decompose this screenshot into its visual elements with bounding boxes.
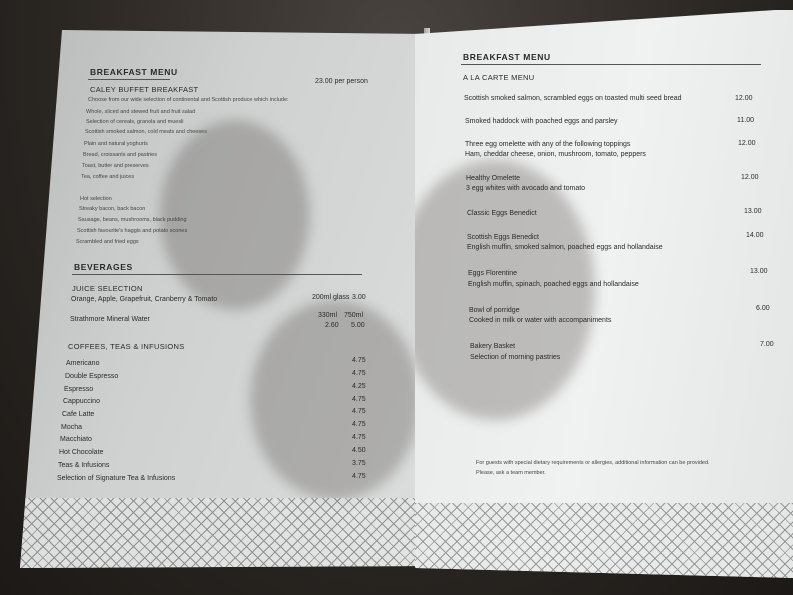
coffee-item: Hot Chocolate — [59, 449, 104, 456]
menu-item-name: Three egg omelette with any of the following toppings — [465, 141, 631, 148]
coffee-price: 4.75 — [352, 357, 366, 364]
menu-item-price: 13.00 — [750, 268, 768, 275]
hot-item: Streaky bacon, back bacon — [79, 206, 146, 212]
coffee-item: Macchiato — [60, 436, 92, 443]
menu-item-name: Bakery Basket — [470, 343, 516, 350]
coffee-price: 4.75 — [352, 396, 366, 403]
menu-item-price: 7.00 — [760, 341, 774, 348]
caley-item: Bread, croissants and pastries — [83, 152, 157, 158]
menu-item-name: Bowl of porridge — [469, 307, 520, 314]
caley-price: 23.00 per person — [315, 78, 368, 85]
menu-item-price: 12.00 — [741, 174, 759, 181]
coffee-item: Cappuccino — [63, 398, 100, 405]
menu-item-desc: English muffin, spinach, poached eggs and hollandaise — [468, 281, 639, 288]
menu-item-name: Smoked haddock with poached eggs and parsley — [465, 118, 618, 125]
coffee-item: Mocha — [61, 424, 83, 431]
coffee-item: Selection of Signature Tea & Infusions — [57, 475, 176, 482]
caley-item: Whole, sliced and stewed fruit and fruit salad — [86, 109, 196, 115]
menu-item-name: Healthy Omelette — [466, 175, 521, 182]
beverages-heading: BEVERAGES — [74, 262, 133, 272]
breakfast-menu-heading: BREAKFAST MENU — [90, 67, 178, 77]
phone-shadow — [250, 300, 420, 500]
water-price-750: 5.00 — [351, 322, 365, 329]
juice-item: Orange, Apple, Grapefruit, Cranberry & Tomato — [71, 296, 218, 303]
menu-item-price: 14.00 — [746, 232, 764, 239]
menu-item-price: 6.00 — [756, 305, 770, 312]
a-la-carte-heading: A LA CARTE MENU — [463, 73, 535, 82]
menu-item-desc: English muffin, smoked salmon, poached eggs and hollandaise — [467, 244, 663, 251]
caley-item: Scottish smoked salmon, cold meats and cheeses — [85, 129, 207, 135]
coffee-price: 4.50 — [352, 447, 366, 454]
beverages-underline — [72, 274, 362, 275]
menu-item-price: 12.00 — [735, 95, 753, 102]
coffee-price: 4.75 — [352, 421, 366, 428]
juice-size: 200ml glass — [312, 294, 350, 301]
hot-item: Scrambled and fried eggs — [76, 239, 139, 245]
heading-underline — [88, 79, 170, 80]
caley-item: Toast, butter and preserves — [82, 163, 149, 169]
decorative-pattern-left — [20, 498, 428, 568]
coffee-price: 4.25 — [352, 383, 366, 390]
caley-buffet-heading: CALEY BUFFET BREAKFAST — [90, 85, 199, 94]
coffee-price: 4.75 — [352, 473, 366, 480]
coffee-price: 4.75 — [352, 370, 366, 377]
coffee-price: 3.75 — [352, 460, 366, 467]
caley-item: Plain and natural yoghurts — [84, 141, 148, 147]
menu-item-desc: Cooked in milk or water with accompaniments — [469, 317, 612, 324]
allergy-note: For guests with special dietary requirements or allergies, additional information can be provided. — [476, 460, 710, 466]
menu-item-desc: 3 egg whites with avocado and tomato — [466, 185, 586, 192]
hand-shadow-right — [415, 160, 595, 420]
menu-item-name: Scottish Eggs Benedict — [467, 234, 539, 241]
caley-item: Tea, coffee and juices — [81, 174, 135, 180]
coffee-price: 4.75 — [352, 408, 366, 415]
decorative-pattern-right — [415, 503, 793, 578]
water-item: Strathmore Mineral Water — [70, 316, 150, 323]
juice-price: 3.00 — [352, 294, 366, 301]
water-size-750: 750ml — [344, 312, 364, 319]
heading-underline-right — [461, 64, 761, 65]
hand-shadow — [160, 120, 310, 310]
menu-item-price: 12.00 — [738, 140, 756, 147]
coffee-item: Americano — [66, 360, 100, 367]
breakfast-menu-heading-right: BREAKFAST MENU — [463, 52, 551, 62]
hot-item: Scottish favourite's haggis and potato scones — [77, 228, 188, 234]
coffee-item: Double Espresso — [65, 373, 119, 380]
coffee-item: Espresso — [64, 386, 94, 393]
menu-item-price: 11.00 — [737, 117, 754, 124]
menu-item-name: Scottish smoked salmon, scrambled eggs on toasted multi seed bread — [464, 95, 682, 102]
coffee-item: Teas & Infusions — [58, 462, 110, 469]
coffee-price: 4.75 — [352, 434, 366, 441]
juice-selection-heading: JUICE SELECTION — [72, 284, 143, 293]
coffee-item: Cafe Latte — [62, 411, 95, 418]
coffee-heading: COFFEES, TEAS & INFUSIONS — [68, 342, 185, 351]
menu-item-desc: Ham, cheddar cheese, onion, mushroom, tomato, peppers — [465, 151, 646, 158]
caley-intro: Choose from our wide selection of continental and Scottish produce which include: — [88, 97, 289, 103]
water-price-330: 2.60 — [325, 322, 339, 329]
menu-item-price: 13.00 — [744, 208, 762, 215]
allergy-note-contact: Please, ask a team member. — [476, 470, 546, 476]
menu-item-desc: Selection of morning pastries — [470, 354, 561, 361]
water-size-330: 330ml — [318, 312, 338, 319]
menu-item-name: Eggs Florentine — [468, 270, 518, 277]
hot-item: Sausage, beans, mushrooms, black pudding — [78, 217, 187, 223]
hot-selection-heading: Hot selection — [80, 196, 112, 202]
caley-item: Selection of cereals, granola and muesli — [86, 119, 184, 125]
menu-item-name: Classic Eggs Benedict — [467, 210, 537, 217]
